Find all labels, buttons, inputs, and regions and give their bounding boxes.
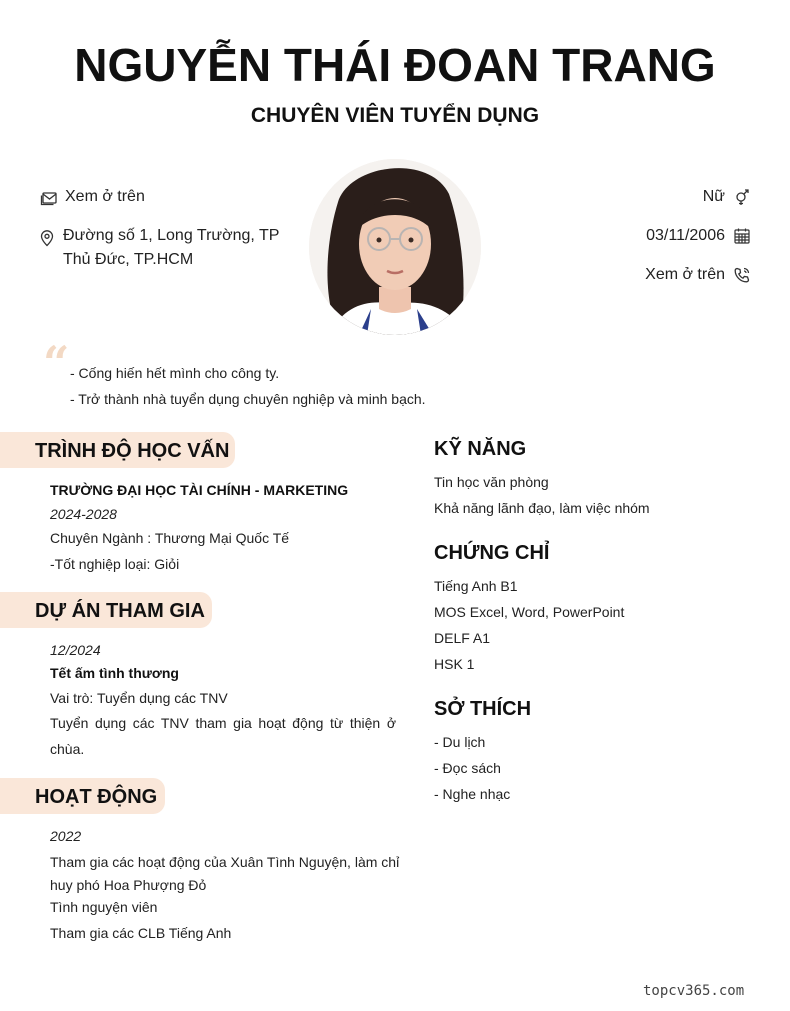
avatar — [309, 159, 481, 335]
education-school: TRƯỜNG ĐẠI HỌC TÀI CHÍNH - MARKETING — [50, 482, 349, 498]
certificate-item: DELF A1 — [434, 630, 491, 646]
project-role: Vai trò: Tuyển dụng các TNV — [50, 690, 228, 706]
calendar-icon — [733, 227, 751, 245]
skill-item: Khả năng lãnh đạo, làm việc nhóm — [434, 500, 650, 516]
project-desc-line-2: chùa. — [50, 741, 85, 757]
email-value: Xem ở trên — [65, 188, 145, 205]
objective-line-1: - Cống hiến hết mình cho công ty. — [70, 365, 280, 381]
project-description — [50, 710, 396, 762]
certificate-item: HSK 1 — [434, 656, 475, 672]
gender-icon — [733, 188, 751, 206]
hobbies-heading: SỞ THÍCH — [434, 698, 532, 720]
hobby-item: - Nghe nhạc — [434, 786, 511, 802]
education-major: Chuyên Ngành : Thương Mại Quốc Tế — [50, 530, 290, 546]
activity-line-3: Tình nguyện viên — [50, 899, 158, 915]
education-grade: -Tốt nghiệp loại: Giỏi — [50, 556, 180, 572]
candidate-name: NGUYỄN THÁI ĐOAN TRANG — [74, 39, 716, 91]
address-line-2: Thủ Đức, TP.HCM — [63, 251, 194, 268]
project-date: 12/2024 — [50, 642, 101, 658]
certificates-heading: CHỨNG CHỈ — [434, 542, 550, 564]
education-heading: TRÌNH ĐỘ HỌC VẤN — [0, 432, 235, 468]
education-period: 2024-2028 — [50, 506, 117, 522]
birthday-value: 03/11/2006 — [646, 227, 725, 244]
certificate-item: Tiếng Anh B1 — [434, 578, 518, 594]
address — [63, 224, 293, 272]
gender-value: Nữ — [702, 188, 725, 205]
activities-heading: HOẠT ĐỘNG — [0, 778, 165, 814]
quote-icon: “ — [43, 336, 70, 390]
skills-heading: KỸ NĂNG — [434, 438, 527, 460]
job-title: CHUYÊN VIÊN TUYỂN DỤNG — [250, 104, 540, 127]
projects-heading: DỰ ÁN THAM GIA — [0, 592, 212, 628]
address-line-1: Đường số 1, Long Trường, TP — [63, 227, 280, 244]
project-name: Tết ấm tình thương — [50, 665, 179, 681]
hobby-item: - Đọc sách — [434, 760, 501, 776]
skill-item: Tin học văn phòng — [434, 474, 549, 490]
phone-value: Xem ở trên — [645, 266, 725, 283]
hobby-item: - Du lịch — [434, 734, 486, 750]
location-icon — [38, 229, 56, 247]
activity-line-1: Tham gia các hoạt động của Xuân Tình Nguyện, làm chỉ — [50, 854, 400, 870]
email-icon — [40, 189, 58, 207]
project-desc-line-1: Tuyển dụng các TNV tham gia hoạt động từ thiện ở — [50, 715, 396, 731]
activity-line-4: Tham gia các CLB Tiếng Anh — [50, 925, 232, 941]
activity-description — [50, 851, 410, 897]
objective-line-2: - Trở thành nhà tuyển dụng chuyên nghiệp và minh bạch. — [70, 391, 426, 407]
phone-icon — [733, 266, 751, 284]
activity-year: 2022 — [50, 828, 82, 844]
certificate-item: MOS Excel, Word, PowerPoint — [434, 604, 625, 620]
watermark: topcv365.com — [643, 983, 745, 999]
activity-line-2: huy phó Hoa Phượng Đỏ — [50, 877, 207, 893]
